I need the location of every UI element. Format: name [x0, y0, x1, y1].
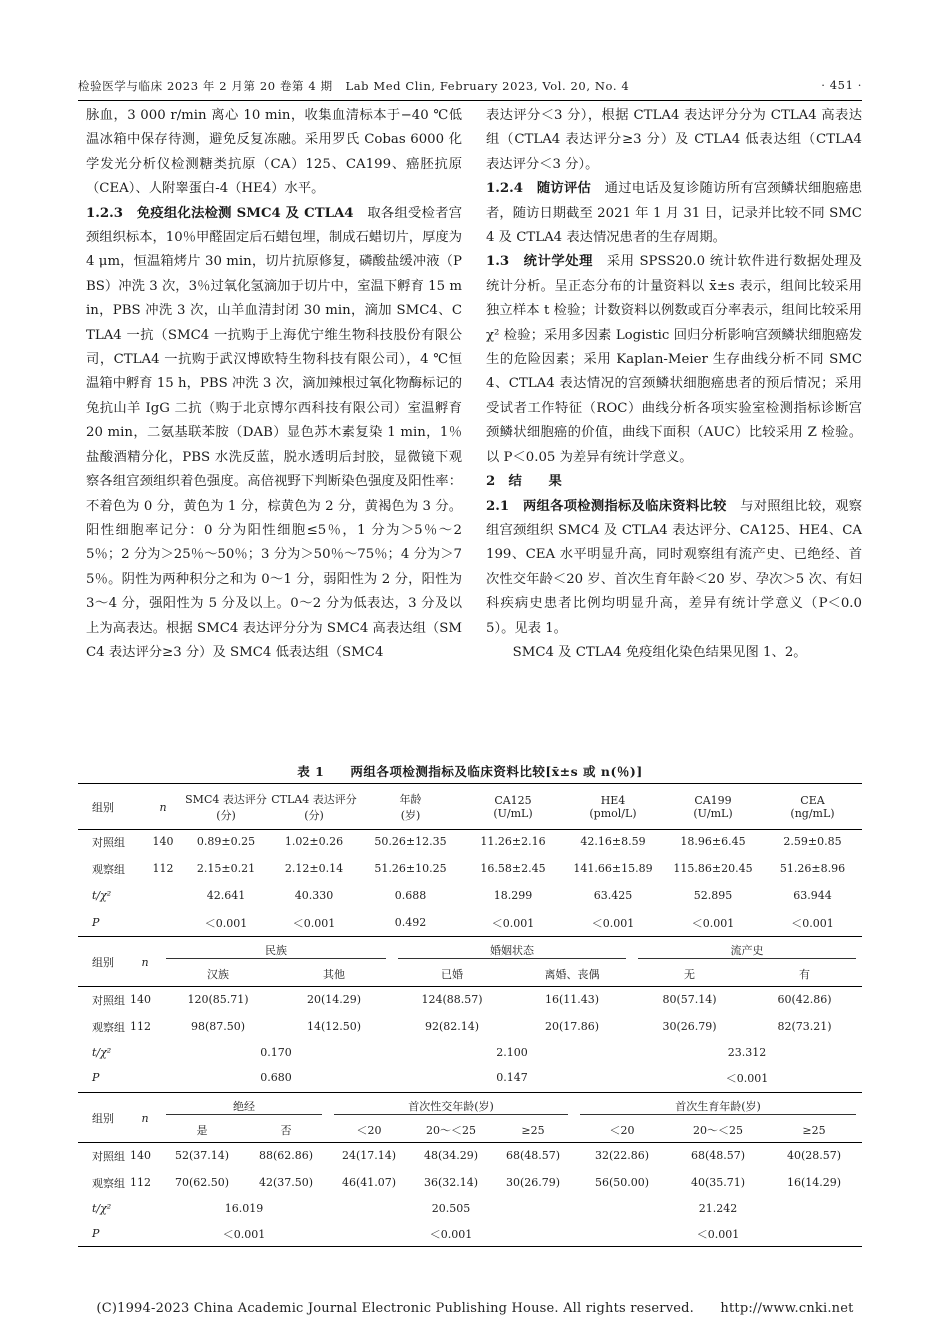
table-cell: 20.505 — [431, 1202, 471, 1215]
paragraph — [486, 495, 862, 641]
table-cell: 0.170 — [260, 1046, 292, 1059]
table-cell: ＜0.001 — [491, 916, 535, 930]
group-header: 绝经 — [160, 1094, 328, 1118]
table-cell: 0.680 — [260, 1071, 292, 1084]
table-cell: 20(14.29) — [306, 993, 362, 1006]
table-row — [78, 1065, 862, 1090]
sub-header: 离婚、丧偶 — [544, 968, 600, 981]
header-cell: CA199 (U/mL) — [693, 794, 733, 820]
table-row — [78, 1196, 862, 1221]
table-header-row — [78, 786, 862, 828]
table-cell: ＜0.001 — [691, 916, 735, 930]
table-cell — [144, 909, 182, 936]
sub-header: ＜20 — [356, 1124, 382, 1137]
paragraph: 表达评分＜3 分），根据 CTLA4 表达评分分为 CTLA4 高表达组（CTLA4 表达评分≥3 分）及 CTLA4 低表达组（CTLA4 表达评分＜3 分）。 — [486, 108, 862, 172]
sub-header: 20～＜25 — [693, 1124, 743, 1137]
table-cell: 92(82.14) — [424, 1020, 480, 1033]
table-cell: 82(73.21) — [777, 1020, 832, 1033]
table1-part2 — [78, 938, 862, 1090]
table-cell: 140 — [130, 993, 151, 1006]
table-cell: 141.66±15.89 — [573, 862, 653, 875]
table-cell: 60(42.86) — [777, 993, 832, 1006]
table-cell: 52.895 — [693, 889, 733, 902]
table-cell: 对照组 — [92, 1149, 125, 1163]
table-cell: 112 — [130, 1176, 151, 1189]
table-cell: 11.26±2.16 — [480, 835, 546, 848]
table-cell: 68(48.57) — [690, 1149, 746, 1162]
table-cell: 对照组 — [92, 835, 125, 849]
table-cell — [130, 1065, 160, 1090]
sub-header: ≥25 — [521, 1123, 545, 1137]
table-row — [78, 882, 862, 909]
paragraph-text: 与对照组比较，观察组宫颈组织 SMC4 及 CTLA4 表达评分、CA125、HE4、CA199、CEA 水平明显升高，同时观察组有流产史、已绝经、首次性交年龄＜20 岁、首次生育年龄＜20 岁、孕次＞5 次、有妇科疾病史患者比例均明显升高，差异有统计学意义（P＜0.05）。见表 1。 — [486, 498, 862, 636]
sub-header: 有 — [799, 968, 810, 981]
table-cell — [130, 1221, 160, 1246]
header-group: 组别 — [92, 956, 114, 969]
table-cell: P — [92, 1227, 100, 1240]
table-cell: ＜0.001 — [204, 916, 248, 930]
table-cell: 21.242 — [698, 1202, 738, 1215]
table-cell — [144, 882, 182, 909]
section-heading: 1.3 统计学处理 — [486, 254, 607, 270]
table-cell: t/χ² — [92, 1046, 112, 1059]
table-cell: 42.641 — [206, 889, 246, 902]
paragraph — [486, 177, 862, 250]
sub-header: ≥25 — [802, 1123, 826, 1137]
table-row — [78, 1142, 862, 1169]
table-cell: 40(35.71) — [690, 1176, 746, 1189]
table-cell: 0.688 — [394, 889, 427, 902]
table-cell: 36(32.14) — [423, 1176, 479, 1189]
paragraph: SMC4 及 CTLA4 免疫组化染色结果见图 1、2。 — [512, 644, 807, 660]
header-cell: HE4 (pmol/L) — [589, 794, 637, 820]
table1-part3 — [78, 1094, 862, 1246]
table-cell: ＜0.001 — [696, 1227, 740, 1241]
table-row — [78, 1040, 862, 1065]
table-cell: 51.26±8.96 — [779, 862, 846, 875]
section-heading: 2.1 两组各项检测指标及临床资料比较 — [486, 498, 741, 514]
sub-header: 20～＜25 — [426, 1124, 476, 1137]
table-cell: 51.26±10.25 — [374, 862, 447, 875]
journal-citation — [78, 78, 629, 94]
table-cell: 16(11.43) — [544, 993, 600, 1006]
table-cell: 80(57.14) — [662, 993, 717, 1006]
table-cell: t/χ² — [92, 1202, 112, 1215]
table-cell: 观察组 — [92, 1020, 125, 1034]
table-cell: 70(62.50) — [174, 1176, 230, 1189]
sub-header: 其他 — [323, 968, 345, 981]
table-row — [78, 1221, 862, 1246]
section-title: 2 结 果 — [486, 474, 562, 490]
copyright-footer: (C)1994-2023 China Academic Journal Electronic Publishing House. All rights reserved. http://www.cnki.net — [96, 1301, 854, 1316]
table-cell: 40.330 — [294, 889, 334, 902]
journal-en: Lab Med Clin, February 2023, Vol. 20, No. 4 — [345, 79, 630, 93]
table-cell: 18.96±6.45 — [680, 835, 746, 848]
table-cell — [130, 1040, 160, 1065]
table-cell: 16.019 — [224, 1202, 264, 1215]
header-cell: CTLA4 表达评分 (分) — [271, 793, 357, 822]
table-cell: 24(17.14) — [341, 1149, 397, 1162]
running-header — [78, 78, 862, 100]
table-cell: 0.492 — [394, 916, 427, 929]
paragraph — [486, 250, 862, 470]
table-header-row — [78, 1094, 862, 1118]
table-cell: 42.16±8.59 — [580, 835, 646, 848]
table-rule — [78, 1092, 862, 1093]
table-cell: ＜0.001 — [591, 916, 635, 930]
header-n: n — [141, 955, 149, 969]
section-heading: 1.2.4 随访评估 — [486, 181, 605, 197]
table-cell: 对照组 — [92, 993, 125, 1007]
table-caption: 表 1 两组各项检测指标及临床资料比较[x̄±s 或 n(％)] — [297, 764, 643, 779]
table-cell: 20(17.86) — [544, 1020, 600, 1033]
group-header: 流产史 — [632, 938, 862, 962]
table-cell: 98(87.50) — [190, 1020, 246, 1033]
header-group: 组别 — [92, 1112, 114, 1125]
table-cell: 0.89±0.25 — [196, 835, 256, 848]
group-header: 婚姻状态 — [392, 938, 632, 962]
table-subheader-row — [78, 1118, 862, 1142]
sub-header: 无 — [684, 968, 695, 981]
header-cell: CEA (ng/mL) — [790, 794, 835, 820]
table-row — [78, 1013, 862, 1040]
paragraph-text: 通过电话及复诊随访所有宫颈鳞状细胞癌患者，随访日期截至 2021 年 1 月 31 日，记录并比较不同 SMC4 及 CTLA4 表达情况患者的生存周期。 — [486, 181, 863, 246]
group-header: 民族 — [160, 938, 392, 962]
table-cell: ＜0.001 — [725, 1071, 769, 1085]
table-cell: 16(14.29) — [786, 1176, 842, 1189]
header-group: 组别 — [92, 801, 114, 814]
right-column — [486, 104, 862, 665]
paragraph: 脉血，3 000 r/min 离心 10 min，收集血清标本于−40 ℃低温冰箱中保存待测，避免反复冻融。采用罗氏 Cobas 6000 化学发光分析仪检测糖类抗原（CA）125、CA199、癌胚抗原（CEA）、人附睾蛋白-4（HE4）水平。 — [86, 108, 462, 197]
table-header-row — [78, 938, 862, 962]
sub-header: 已婚 — [441, 968, 463, 981]
table-cell: 30(26.79) — [505, 1176, 561, 1189]
table-cell: 30(26.79) — [662, 1020, 717, 1033]
table-cell: ＜0.001 — [791, 916, 834, 930]
table-cell: 50.26±12.35 — [374, 835, 447, 848]
sub-header: 否 — [280, 1124, 292, 1137]
paragraph-text: 取各组受检者宫颈组织标本，10％甲醛固定后石蜡包埋，制成石蜡切片，厚度为 4 μm，恒温箱烤片 30 min，切片抗原修复，磷酸盐缓冲液（PBS）冲洗 3 次，3％过氧化氢滴加于切片中，室温下孵育 15 min，PBS 冲洗 3 次，山羊血清封闭 30 min，滴加 SMC4、CTLA4 一抗（SMC4 一抗购于上海优宁维生物科技股份有限公司，CTLA4 一抗购于武汉博欧特生物科技有限公司），4 ℃恒温箱中孵育 15 h，PBS 冲洗 3 次，滴加辣根过氧化物酶标记的兔抗山羊 IgG 二抗（购于北京博尔西科技有限公司）室温孵育 20 min，二氨基联苯胺（DAB）显色苏木素复染 1 min，1％盐酸酒精分化，PBS 水洗反蓝，脱水透明后封胶，显微镜下观察各组宫颈组织着色强度。高倍视野下判断染色强度及阳性率：不着色为 0 分，黄色为 1 分，棕黄色为 2 分，黄褐色为 3 分。阳性细胞率记分：0 分为阳性细胞≤5％，1 分为＞5％～25％；2 分为＞25％～50％；3 分为＞50％～75％；4 分为＞75％。阴性为两种积分之和为 0～1 分，弱阳性为 2 分，阳性为 3～4 分，强阳性为 5 分及以上。0～2 分为低表达，3 分及以上为高表达。根据 SMC4 表达评分分为 SMC4 高表达组（SMC4 表达评分≥3 分）及 SMC4 低表达组（SMC4 — [86, 205, 462, 660]
header-cell: SMC4 表达评分 (分) — [185, 793, 267, 822]
table-top-rule — [78, 783, 862, 784]
table-row — [78, 828, 862, 855]
table-cell — [130, 1196, 160, 1221]
table-cell: 40(28.57) — [786, 1149, 842, 1162]
table-row — [78, 1169, 862, 1196]
table-row — [78, 986, 862, 1013]
table-cell: 120(85.71) — [187, 993, 249, 1006]
table-rule — [78, 936, 862, 937]
page-number: · 451 · — [821, 78, 862, 92]
sub-header: ＜20 — [609, 1124, 635, 1137]
table-cell: 观察组 — [92, 1176, 125, 1190]
table-cell: 23.312 — [727, 1046, 767, 1059]
table-cell: 112 — [152, 862, 174, 875]
table-cell: 2.100 — [496, 1046, 528, 1059]
table-cell: 63.425 — [593, 889, 633, 902]
group-header: 首次生育年龄(岁) — [574, 1094, 862, 1118]
paragraph-text: 采用 SPSS20.0 统计软件进行数据处理及统计分析。呈正态分布的计量资料以 x̄±s 表示，组间比较采用独立样本 t 检验；计数资料以例数或百分率表示，组间比较采用 χ² 检验；采用多因素 Logistic 回归分析影响宫颈鳞状细胞癌发生的危险因素；采用 Kaplan-Meier 生存曲线分析不同 SMC4、CTLA4 表达情况的宫颈鳞状细胞癌患者的预后情况；采用受试者工作特征（ROC）曲线分析各项实验室检测指标诊断宫颈鳞状细胞癌的价值，曲线下面积（AUC）比较采用 Z 检验。以 P＜0.05 为差异有统计学意义。 — [486, 254, 862, 465]
group-header: 首次性交年龄(岁) — [328, 1094, 574, 1118]
table-cell: P — [92, 916, 100, 929]
table-cell: 2.15±0.21 — [196, 862, 256, 875]
table-cell: 124(88.57) — [421, 993, 483, 1006]
table-subheader-row — [78, 962, 862, 986]
table-cell: 观察组 — [92, 862, 125, 876]
header-cell: 年龄 (岁) — [399, 793, 422, 822]
table-cell: ＜0.001 — [292, 916, 336, 930]
table-cell: 115.86±20.45 — [673, 862, 753, 875]
sub-header: 是 — [196, 1124, 208, 1137]
left-column — [86, 104, 462, 665]
header-cell: CA125 (U/mL) — [493, 794, 533, 820]
table-cell: 140 — [152, 835, 174, 848]
table1-part1 — [78, 786, 862, 936]
table-cell: 140 — [130, 1149, 151, 1162]
table-cell: t/χ² — [92, 889, 112, 902]
table-cell: 63.944 — [793, 889, 832, 902]
table-cell: 112 — [130, 1020, 151, 1033]
table-cell: 18.299 — [493, 889, 533, 902]
table-cell: 1.02±0.26 — [284, 835, 344, 848]
table-cell: P — [92, 1071, 100, 1084]
table-cell: 52(37.14) — [174, 1149, 230, 1162]
table-bottom-rule — [78, 1246, 862, 1247]
table-cell: ＜0.001 — [429, 1227, 473, 1241]
table-cell: ＜0.001 — [222, 1227, 266, 1241]
table-row — [78, 909, 862, 936]
table-cell: 2.59±0.85 — [783, 835, 842, 848]
table-cell: 68(48.57) — [505, 1149, 561, 1162]
table-cell: 88(62.86) — [258, 1149, 314, 1162]
table-row — [78, 855, 862, 882]
header-rule — [78, 100, 862, 101]
paragraph — [86, 202, 462, 666]
header-n: n — [159, 800, 167, 814]
section-heading: 1.2.3 免疫组化法检测 SMC4 及 CTLA4 — [86, 205, 368, 221]
table-cell: 32(22.86) — [594, 1149, 650, 1162]
table-cell: 48(34.29) — [423, 1149, 479, 1162]
table-cell: 2.12±0.14 — [284, 862, 344, 875]
table-cell: 42(37.50) — [258, 1176, 314, 1189]
table-cell: 14(12.50) — [306, 1020, 362, 1033]
table-cell: 56(50.00) — [594, 1176, 650, 1189]
journal-cn: 检验医学与临床 2023 年 2 月第 20 卷第 4 期 — [78, 79, 333, 93]
table-cell: 16.58±2.45 — [480, 862, 546, 875]
sub-header: 汉族 — [207, 968, 229, 981]
table-cell: 46(41.07) — [341, 1176, 397, 1189]
header-n: n — [141, 1111, 149, 1125]
table-cell: 0.147 — [496, 1071, 528, 1084]
